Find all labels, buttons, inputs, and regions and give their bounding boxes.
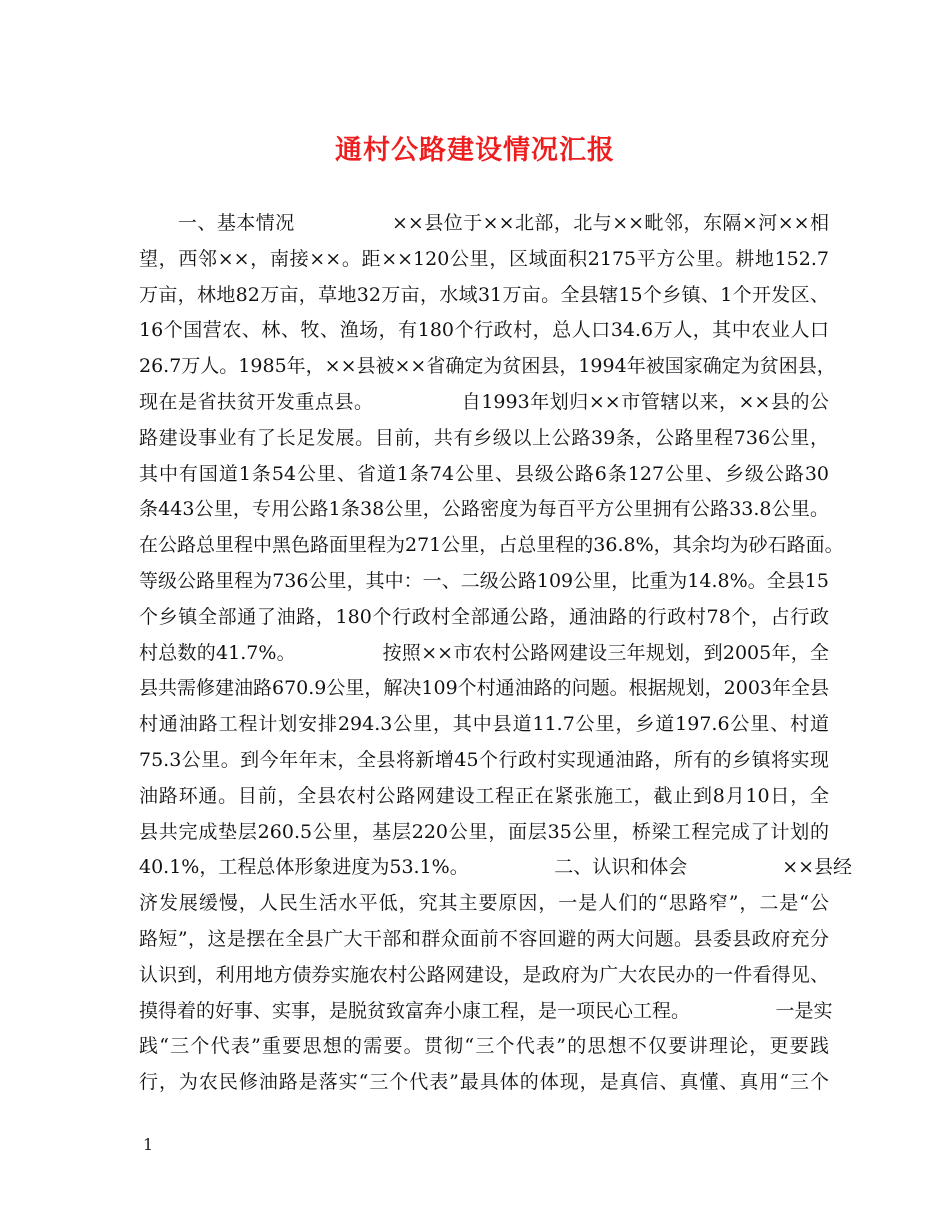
body-text-line: 在公路总里程中黑色路面里程为271公里，占总里程的36.8%，其余均为砂石路面。 — [139, 534, 844, 557]
body-text-line: 现在是省扶贫开发重点县。 自1993年划归××市管辖以来，××县的公 — [139, 390, 829, 413]
body-text-line: 望，西邻××，南接××。距××120公里，区域面积2175平方公里。耕地152.7 — [139, 247, 829, 270]
body-text-line: 县共需修建油路670.9公里，解决109个村通油路的问题。根据规划，2003年全县 — [139, 677, 830, 700]
body-text-line: 万亩，林地82万亩，草地32万亩，水域31万亩。全县辖15个乡镇、1个开发区、 — [139, 283, 829, 306]
body-text-line: 一、基本情况 ××县位于××北部，北与××毗邻，东隔×河××相 — [139, 212, 829, 234]
body-text-line: 16个国营农、林、牧、渔场，有180个行政村，总人口34.6万人，其中农业人口 — [139, 319, 829, 342]
body-text-line: 个乡镇全部通了油路，180个行政村全部通公路，通油路的行政村78个，占行政 — [139, 605, 829, 628]
body-text-line: 路建设事业有了长足发展。目前，共有乡级以上公路39条，公路里程736公里， — [139, 426, 829, 449]
body-text-line: 认识到，利用地方债券实施农村公路网建设，是政府为广大农民办的一件看得见、 — [139, 963, 829, 986]
document-body — [139, 206, 853, 1101]
body-text-line: 践“三个代表”重要思想的需要。贯彻“三个代表”的思想不仅要讲理论，更要践 — [139, 1035, 829, 1058]
body-text-line: 40.1%，工程总体形象进度为53.1%。 二、认识和体会 ××县经 — [139, 856, 853, 879]
body-text-line: 县共完成垫层260.5公里，基层220公里，面层35公里，桥梁工程完成了计划的 — [139, 820, 829, 843]
body-text-line: 26.7万人。1985年，××县被××省确定为贫困县，1994年被国家确定为贫困县， — [139, 355, 836, 378]
body-text-line: 条443公里，专用公路1条38公里，公路密度为每百平方公里拥有公路33.8公里。 — [139, 498, 829, 521]
body-text-line: 等级公路里程为736公里，其中：一、二级公路109公里，比重为14.8%。全县15 — [139, 569, 829, 592]
body-text-line: 75.3公里。到今年年末，全县将新增45个行政村实现通油路，所有的乡镇将实现 — [139, 748, 829, 771]
body-text-line: 村总数的41.7%。 按照××市农村公路网建设三年规划，到2005年，全 — [139, 641, 829, 664]
body-text-line: 村通油路工程计划安排294.3公里，其中县道11.7公里，乡道197.6公里、村道 — [139, 713, 829, 736]
page-number: 1 — [143, 1135, 154, 1154]
body-text-line: 济发展缓慢，人民生活水平低，究其主要原因，一是人们的“思路窄”，二是“公 — [139, 892, 829, 915]
body-text-line: 摸得着的好事、实事，是脱贫致富奔小康工程，是一项民心工程。 一是实 — [139, 999, 833, 1022]
body-text-line: 路短”，这是摆在全县广大干部和群众面前不容回避的两大问题。县委县政府充分 — [139, 927, 829, 950]
document-title: 通村公路建设情况汇报 — [335, 135, 615, 166]
body-text-line: 油路环通。目前，全县农村公路网建设工程正在紧张施工，截止到8月10日，全 — [139, 784, 829, 807]
body-text-line: 行，为农民修油路是落实“三个代表”最具体的体现，是真信、真懂、真用“三个 — [139, 1071, 829, 1094]
body-text-line: 其中有国道1条54公里、省道1条74公里、县级公路6条127公里、乡级公路30 — [139, 462, 829, 485]
